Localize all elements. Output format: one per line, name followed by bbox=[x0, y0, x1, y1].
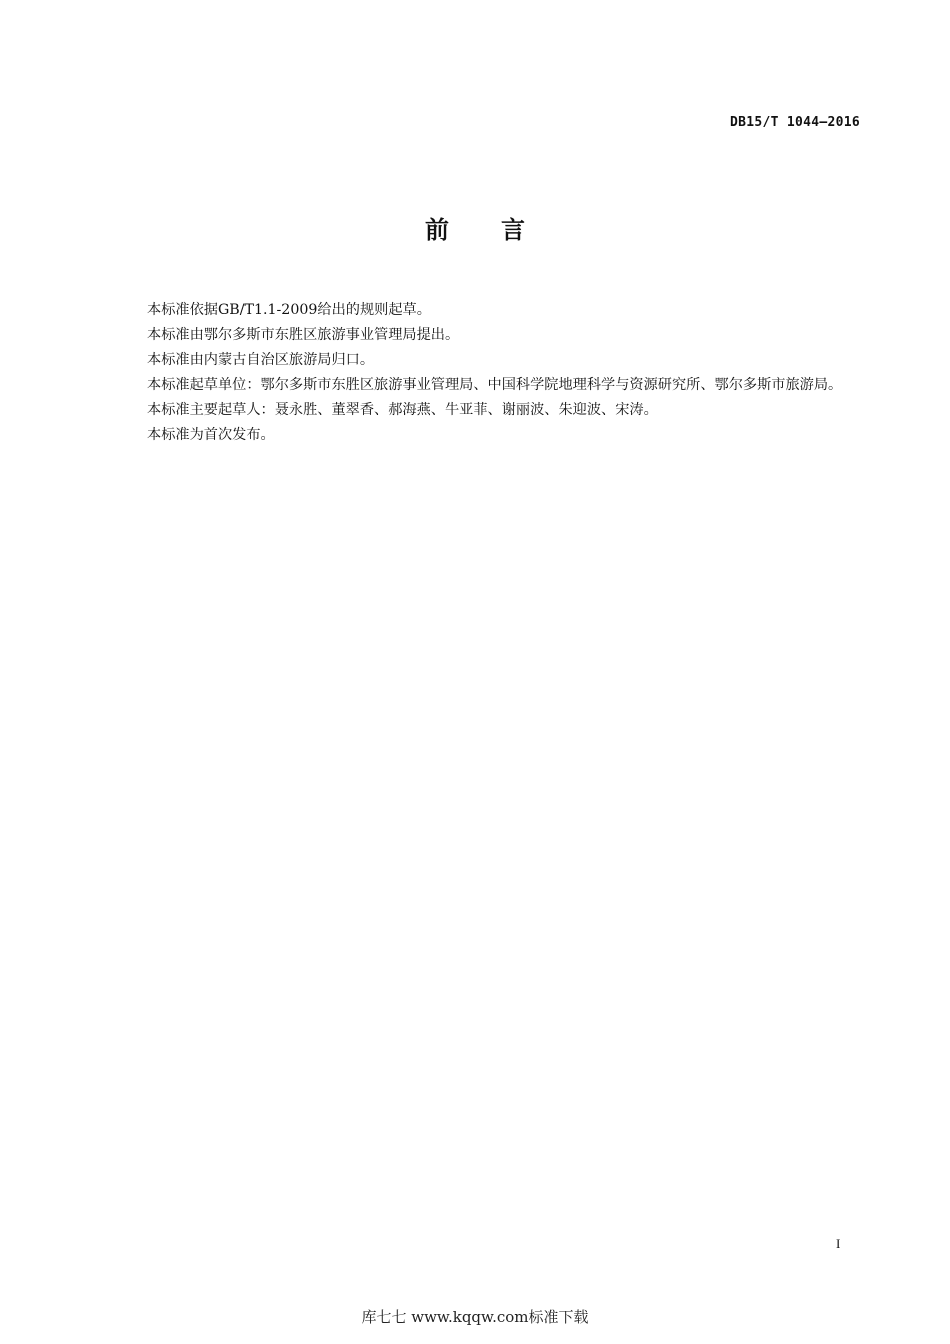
page-title bbox=[0, 210, 950, 245]
paragraph-proposer: 本标准由鄂尔多斯市东胜区旅游事业管理局提出。 bbox=[147, 327, 460, 343]
paragraph-drafting-rules: 本标准依据GB/T1.1-2009给出的规则起草。 bbox=[147, 302, 431, 318]
document-code: DB15/T 1044—2016 bbox=[729, 115, 860, 130]
paragraph-drafting-units: 本标准起草单位：鄂尔多斯市东胜区旅游事业管理局、中国科学院地理科学与资源研究所、鄂尔多斯市旅游局。 bbox=[147, 377, 843, 393]
foreword-body bbox=[115, 298, 863, 448]
title-char-2: 言 bbox=[501, 216, 525, 244]
paragraph-administrator: 本标准由内蒙古自治区旅游局归口。 bbox=[147, 352, 375, 368]
footer-watermark: 库七七 www.kqqw.com标准下载 bbox=[361, 1308, 589, 1326]
paragraph-first-release: 本标准为首次发布。 bbox=[147, 427, 275, 443]
paragraph-drafters: 本标准主要起草人：聂永胜、董翠香、郝海燕、牛亚菲、谢丽波、朱迎波、宋涛。 bbox=[147, 402, 658, 418]
title-char-1: 前 bbox=[425, 216, 449, 244]
page-number: I bbox=[836, 1236, 841, 1251]
